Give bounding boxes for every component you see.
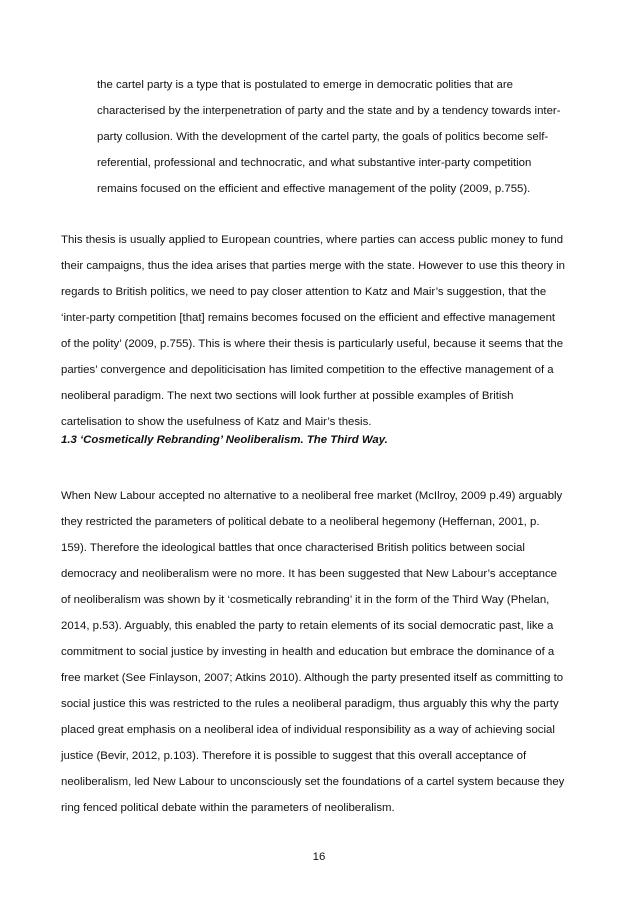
page-number: 16 (312, 851, 326, 863)
paragraph-line: neoliberal paradigm. The next two sections will look further at possible examples of British (61, 390, 514, 402)
section-heading: 1.3 ‘Cosmetically Rebranding’ Neoliberalism. The Third Way. (61, 434, 388, 446)
paragraph-line: they restricted the parameters of political debate to a neoliberal hegemony (Heffernan, 2001, p. (61, 516, 540, 528)
paragraph-line: justice (Bevir, 2012, p.103). Therefore it is possible to suggest that this overall acceptance of (61, 750, 527, 762)
quote-line: characterised by the interpenetration of party and the state and by a tendency towards inter- (97, 105, 561, 117)
paragraph-line: placed great emphasis on a neoliberal idea of individual responsibility as a way of achieving social (61, 724, 555, 736)
paragraph-line: cartelisation to show the usefulness of Katz and Mair’s thesis. (61, 416, 372, 428)
paragraph-line: their campaigns, thus the idea arises that parties merge with the state. However to use this theory in (61, 260, 565, 272)
quote-line: party collusion. With the development of the cartel party, the goals of politics become self- (97, 131, 549, 143)
quote-line: the cartel party is a type that is postulated to emerge in democratic polities that are (97, 79, 513, 91)
paragraph-line: democracy and neoliberalism were no more. It has been suggested that New Labour’s acceptance (61, 568, 557, 580)
paragraph-line: commitment to social justice by investing in health and education but embrace the dominance of a (61, 646, 555, 658)
paragraph-line: parties’ convergence and depoliticisation has limited competition to the effective management of a (61, 364, 554, 376)
paragraph-line: of neoliberalism was shown by it ‘cosmetically rebranding’ it in the form of the Third Way (Phelan, (61, 594, 550, 606)
paragraph-line: free market (See Finlayson, 2007; Atkins 2010). Although the party presented itself as committing to (61, 672, 564, 684)
paragraph-line: When New Labour accepted no alternative to a neoliberal free market (McIlroy, 2009 p.49) arguably (61, 490, 563, 502)
paragraph-line: This thesis is usually applied to European countries, where parties can access public money to fund (61, 234, 564, 246)
paragraph-line: ring fenced political debate within the parameters of neoliberalism. (61, 802, 395, 814)
quote-line: remains focused on the efficient and effective management of the polity (2009, p.755). (97, 183, 531, 195)
quote-line: referential, professional and technocratic, and what substantive inter-party competition (97, 157, 532, 169)
paragraph-line: ‘inter-party competition [that] remains becomes focused on the efficient and effective management (61, 312, 556, 324)
paragraph-line: social justice this was restricted to the rules a neoliberal paradigm, thus arguably this why the party (61, 698, 559, 710)
paragraph-line: 2014, p.53). Arguably, this enabled the party to retain elements of its social democratic past, like a (61, 620, 554, 632)
paragraph-line: 159). Therefore the ideological battles that once characterised British politics between social (61, 542, 525, 554)
paragraph-line: neoliberalism, led New Labour to unconsciously set the foundations of a cartel system because they (61, 776, 565, 788)
paragraph-line: of the polity’ (2009, p.755). This is where their thesis is particularly useful, because it seems that the (61, 338, 564, 350)
paragraph-line: regards to British politics, we need to pay closer attention to Katz and Mair’s suggestion, that the (61, 286, 547, 298)
